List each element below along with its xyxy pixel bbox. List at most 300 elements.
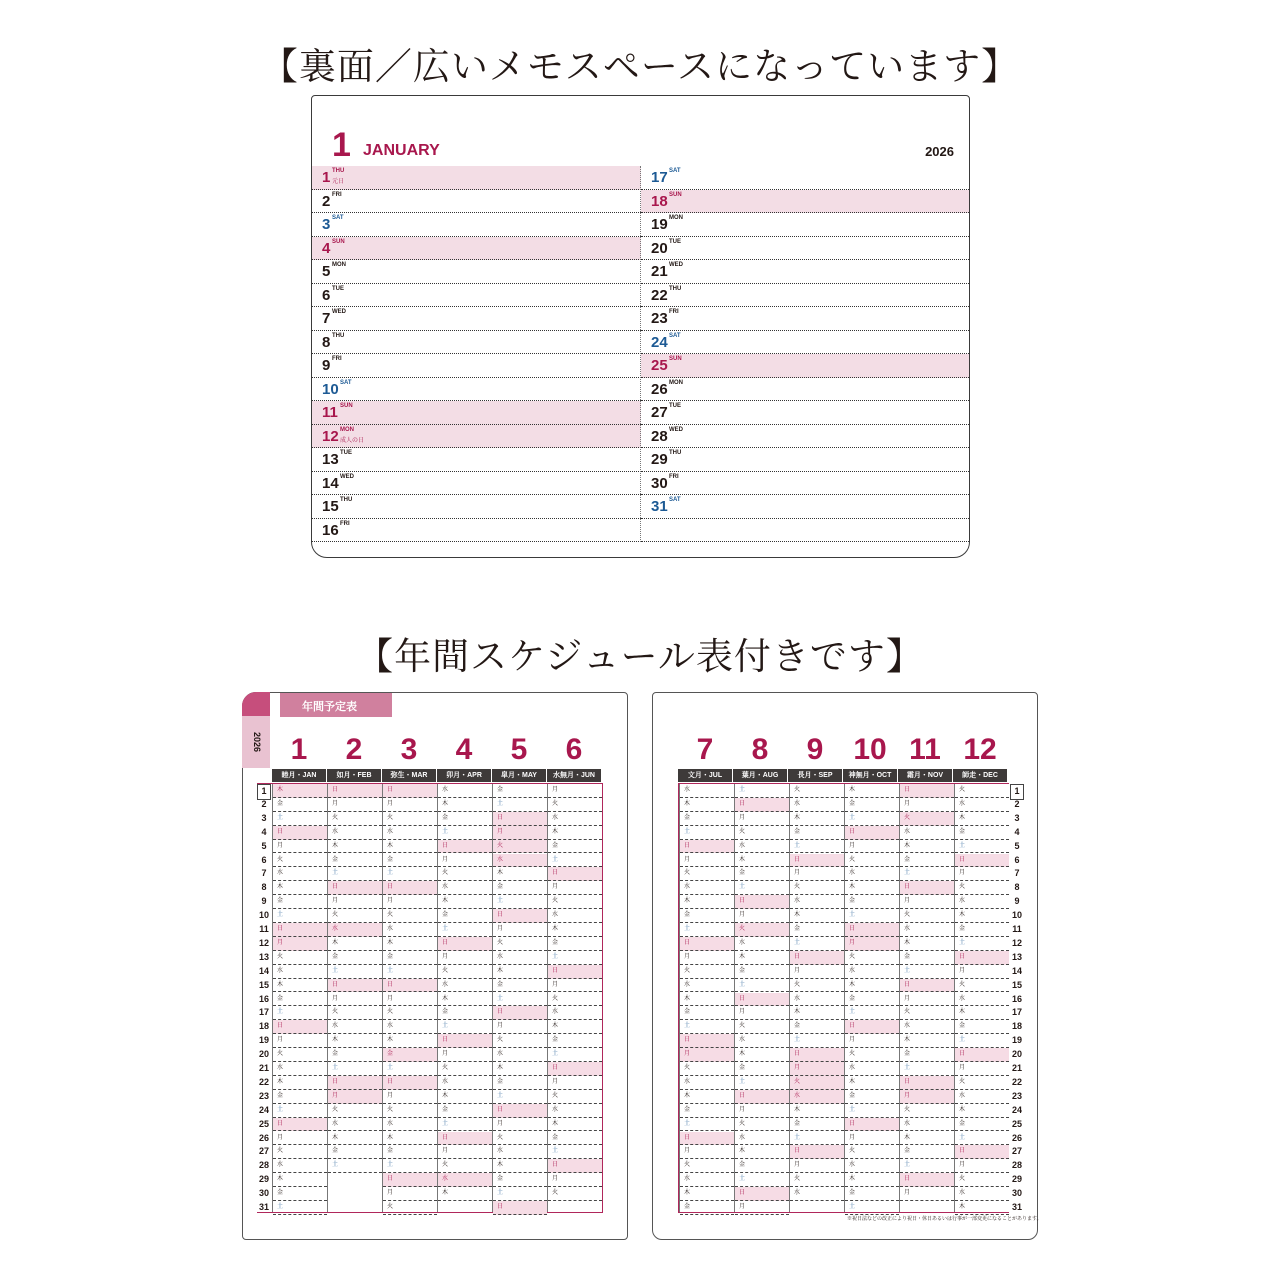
schedule-cell: 木 — [328, 840, 382, 854]
schedule-cell: 木 — [955, 812, 1009, 826]
schedule-cell: 月 — [680, 854, 734, 868]
schedule-cell: 月 — [900, 1090, 954, 1104]
day-row — [641, 213, 969, 237]
day-number: 9 — [322, 357, 331, 374]
schedule-cell: 月 — [328, 798, 382, 812]
schedule-cell: 日 — [845, 1020, 899, 1034]
schedule-cell: 月 — [273, 937, 327, 951]
month-name-header: 文月・JUL — [678, 769, 733, 782]
schedule-cell: 木 — [383, 1034, 437, 1048]
schedule-cell: 月 — [955, 1062, 1009, 1076]
schedule-cell: 木 — [790, 812, 844, 826]
schedule-cell: 月 — [735, 1201, 789, 1215]
schedule-cell: 木 — [955, 1201, 1009, 1215]
day-index: 12 — [1011, 937, 1022, 948]
schedule-cell: 金 — [328, 1048, 382, 1062]
day-index: 1 — [257, 784, 271, 800]
schedule-cell: 水 — [383, 826, 437, 840]
schedule-cell: 日 — [273, 826, 327, 840]
schedule-cell: 土 — [845, 1104, 899, 1118]
schedule-cell: 日 — [328, 979, 382, 993]
schedule-cell: 日 — [845, 923, 899, 937]
schedule-cell: 火 — [845, 854, 899, 868]
day-row — [641, 307, 969, 331]
month-number-header: 2 — [345, 733, 363, 766]
schedule-cell: 金 — [900, 1048, 954, 1062]
schedule-cell: 火 — [955, 784, 1009, 798]
day-index: 7 — [1014, 868, 1020, 879]
schedule-cell: 月 — [790, 867, 844, 881]
day-index: 23 — [1011, 1090, 1022, 1101]
month-name-header: 長月・SEP — [788, 769, 843, 782]
holiday-name: 元日 — [332, 179, 345, 185]
schedule-cell: 土 — [273, 812, 327, 826]
schedule-cell: 水 — [273, 1062, 327, 1076]
schedule-cell: 金 — [493, 784, 547, 798]
day-weekday: WED — [340, 473, 354, 480]
month-name-header: 霜月・NOV — [898, 769, 953, 782]
schedule-cell: 土 — [845, 1201, 899, 1215]
day-index: 24 — [258, 1104, 269, 1115]
day-row — [312, 401, 641, 425]
schedule-cell: 土 — [900, 1159, 954, 1173]
schedule-cell: 土 — [790, 1034, 844, 1048]
schedule-cell: 金 — [735, 1062, 789, 1076]
schedule-cell: 金 — [735, 867, 789, 881]
day-row — [312, 284, 641, 308]
schedule-cell: 水 — [735, 1034, 789, 1048]
schedule-cell: 木 — [328, 1132, 382, 1146]
schedule-cell: 月 — [383, 895, 437, 909]
schedule-cell: 土 — [493, 798, 547, 812]
schedule-cell: 金 — [383, 951, 437, 965]
day-index: 2 — [261, 798, 267, 809]
day-index: 19 — [258, 1035, 269, 1046]
schedule-cell: 火 — [438, 867, 492, 881]
schedule-cell: 土 — [955, 1132, 1009, 1146]
schedule-cell: 月 — [900, 895, 954, 909]
day-weekday: SAT — [332, 215, 344, 221]
schedule-cell: 金 — [955, 826, 1009, 840]
schedule-cell: 木 — [680, 1187, 734, 1201]
schedule-cell: 月 — [845, 1034, 899, 1048]
day-weekday: THU — [332, 332, 345, 339]
schedule-cell: 日 — [680, 840, 734, 854]
schedule-cell: 木 — [273, 979, 327, 993]
month-number-header: 6 — [565, 733, 583, 766]
day-row — [312, 495, 641, 519]
schedule-cell: 木 — [328, 937, 382, 951]
schedule-cell: 水 — [955, 993, 1009, 1007]
day-index: 22 — [258, 1076, 269, 1087]
days-column-left — [312, 166, 641, 542]
schedule-cell: 金 — [790, 1020, 844, 1034]
schedule-cell: 月 — [438, 951, 492, 965]
schedule-cell: 火 — [548, 1090, 602, 1104]
schedule-cell: 木 — [735, 1048, 789, 1062]
schedule-cell: 木 — [438, 1090, 492, 1104]
schedule-cell: 水 — [438, 1076, 492, 1090]
day-index: 27 — [1011, 1146, 1022, 1157]
schedule-cell: 金 — [548, 1132, 602, 1146]
schedule-cell: 土 — [955, 840, 1009, 854]
schedule-cell: 火 — [955, 1173, 1009, 1187]
schedule-cell: 木 — [735, 1145, 789, 1159]
schedule-cell: 木 — [493, 867, 547, 881]
schedule-cell: 土 — [383, 1159, 437, 1173]
schedule-cell: 日 — [273, 1118, 327, 1132]
schedule-cell: 水 — [493, 1048, 547, 1062]
schedule-cell: 土 — [493, 1090, 547, 1104]
schedule-cell: 水 — [273, 965, 327, 979]
schedule-cell: 月 — [735, 812, 789, 826]
schedule-cell: 月 — [548, 1173, 602, 1187]
day-index: 6 — [261, 854, 267, 865]
month-number-header: 1 — [290, 733, 308, 766]
schedule-cell: 日 — [790, 854, 844, 868]
schedule-cell: 日 — [438, 1132, 492, 1146]
schedule-cell: 月 — [900, 993, 954, 1007]
schedule-cell: 土 — [735, 1173, 789, 1187]
day-row — [641, 166, 969, 190]
schedule-cell: 金 — [438, 1006, 492, 1020]
schedule-cell: 金 — [735, 1159, 789, 1173]
schedule-cell: 火 — [735, 1118, 789, 1132]
schedule-grid-right — [678, 783, 1022, 1213]
schedule-cell: 金 — [845, 1187, 899, 1201]
month-number-header: 8 — [751, 733, 769, 766]
schedule-cell: 火 — [548, 895, 602, 909]
schedule-cell: 月 — [955, 867, 1009, 881]
schedule-cell: 火 — [790, 1173, 844, 1187]
schedule-cell: 日 — [493, 1006, 547, 1020]
schedule-cell: 木 — [273, 881, 327, 895]
schedule-cell: 木 — [438, 798, 492, 812]
schedule-cell: 金 — [680, 1006, 734, 1020]
schedule-cell: 水 — [328, 1118, 382, 1132]
schedule-cell: 月 — [383, 1187, 437, 1201]
day-index: 25 — [258, 1118, 269, 1129]
schedule-cell: 水 — [680, 784, 734, 798]
day-index: 18 — [258, 1021, 269, 1032]
day-index: 10 — [258, 910, 269, 921]
day-number: 16 — [322, 521, 339, 539]
day-index: 7 — [261, 868, 267, 879]
schedule-cell: 日 — [328, 784, 382, 798]
day-weekday: MON — [669, 215, 683, 221]
schedule-cell: 水 — [680, 881, 734, 895]
day-index: 26 — [258, 1132, 269, 1143]
month-number-header: 7 — [696, 733, 714, 766]
schedule-cell: 月 — [328, 895, 382, 909]
day-row — [641, 354, 969, 378]
schedule-cell: 日 — [548, 1062, 602, 1076]
day-index: 29 — [1011, 1174, 1022, 1185]
schedule-cell: 木 — [493, 965, 547, 979]
day-row — [312, 307, 641, 331]
schedule-cell: 火 — [548, 798, 602, 812]
day-row — [312, 237, 641, 261]
schedule-cell: 月 — [735, 909, 789, 923]
schedule-cell: 土 — [845, 812, 899, 826]
schedule-cell: 火 — [438, 965, 492, 979]
schedule-cell: 火 — [735, 1020, 789, 1034]
schedule-cell: 日 — [493, 909, 547, 923]
day-number: 26 — [651, 380, 668, 398]
schedule-cell: 日 — [955, 1145, 1009, 1159]
schedule-cell: 火 — [273, 951, 327, 965]
schedule-cell: 火 — [845, 1048, 899, 1062]
schedule-cell: 日 — [790, 1048, 844, 1062]
schedule-cell: 日 — [273, 1020, 327, 1034]
schedule-cell: 木 — [900, 1034, 954, 1048]
day-index: 20 — [1011, 1049, 1022, 1060]
schedule-cell: 日 — [438, 937, 492, 951]
schedule-cell: 水 — [493, 951, 547, 965]
day-index: 25 — [1011, 1118, 1022, 1129]
day-number: 21 — [651, 263, 668, 280]
schedule-cell: 木 — [383, 840, 437, 854]
month-name-header: 如月・FEB — [327, 769, 382, 782]
month-name-header: 神無月・OCT — [843, 769, 898, 782]
day-number: 14 — [322, 474, 339, 492]
schedule-cell: 日 — [845, 826, 899, 840]
schedule-cell: 水 — [680, 1076, 734, 1090]
schedule-cell: 土 — [328, 1062, 382, 1076]
day-number: 10 — [322, 380, 339, 398]
schedule-cell: 金 — [493, 881, 547, 895]
day-number: 3 — [322, 216, 331, 233]
day-index: 11 — [1012, 924, 1022, 934]
schedule-cell: 水 — [955, 1187, 1009, 1201]
day-index: 15 — [258, 979, 269, 990]
schedule-cell: 水 — [383, 1118, 437, 1132]
schedule-cell: 金 — [790, 826, 844, 840]
schedule-cell: 日 — [900, 881, 954, 895]
schedule-cell: 水 — [845, 1159, 899, 1173]
day-index: 16 — [1011, 993, 1022, 1004]
schedule-cell: 月 — [790, 1159, 844, 1173]
schedule-cell: 日 — [328, 881, 382, 895]
day-weekday: SUN — [669, 356, 682, 362]
schedule-cell: 土 — [493, 895, 547, 909]
schedule-cell: 木 — [900, 937, 954, 951]
schedule-cell: 水 — [735, 1132, 789, 1146]
schedule-cell: 火 — [383, 812, 437, 826]
day-number: 5 — [322, 263, 331, 280]
schedule-cell: 金 — [548, 1034, 602, 1048]
schedule-cell: 月 — [493, 1118, 547, 1132]
schedule-cell: 火 — [735, 826, 789, 840]
schedule-cell: 土 — [735, 979, 789, 993]
schedule-cell: 土 — [900, 867, 954, 881]
schedule-cell: 火 — [900, 1006, 954, 1020]
schedule-cell: 水 — [548, 812, 602, 826]
day-weekday: SUN — [669, 191, 682, 198]
schedule-cell: 金 — [900, 854, 954, 868]
day-weekday: FRI — [669, 473, 679, 480]
day-weekday: SAT — [340, 379, 352, 386]
day-index: 6 — [1014, 854, 1020, 865]
day-weekday: MON — [332, 262, 346, 268]
month-number-header: 11 — [909, 733, 941, 766]
schedule-cell: 金 — [845, 993, 899, 1007]
schedule-cell: 水 — [438, 1173, 492, 1187]
schedule-cell: 火 — [383, 1104, 437, 1118]
schedule-cell: 日 — [680, 1132, 734, 1146]
schedule-cell: 土 — [680, 923, 734, 937]
day-number: 29 — [651, 451, 668, 468]
schedule-cell: 水 — [790, 1090, 844, 1104]
day-weekday: SAT — [669, 332, 681, 339]
day-number: 13 — [322, 451, 339, 468]
schedule-cell: 金 — [273, 1187, 327, 1201]
schedule-cell: 火 — [790, 784, 844, 798]
schedule-cell: 土 — [790, 1132, 844, 1146]
schedule-cell: 日 — [328, 1076, 382, 1090]
schedule-cell: 月 — [383, 1090, 437, 1104]
month-name: JANUARY — [363, 142, 440, 159]
schedule-cell: 土 — [383, 1062, 437, 1076]
schedule-cell: 金 — [680, 1104, 734, 1118]
schedule-cell: 水 — [548, 1104, 602, 1118]
schedule-cell: 木 — [790, 909, 844, 923]
schedule-cell: 水 — [900, 923, 954, 937]
schedule-cell: 土 — [328, 965, 382, 979]
schedule-cell: 水 — [493, 1145, 547, 1159]
schedule-cell: 土 — [548, 1048, 602, 1062]
schedule-cell: 月 — [493, 923, 547, 937]
day-index: 21 — [258, 1063, 269, 1073]
schedule-cell: 木 — [845, 881, 899, 895]
schedule-cell: 火 — [438, 1062, 492, 1076]
schedule-cell: 金 — [548, 840, 602, 854]
schedule-cell: 土 — [328, 1159, 382, 1173]
schedule-cell: 金 — [900, 951, 954, 965]
schedule-cell: 金 — [680, 1201, 734, 1215]
schedule-cell: 土 — [273, 1104, 327, 1118]
schedule-cell: 木 — [955, 1006, 1009, 1020]
day-index: 17 — [1011, 1007, 1022, 1018]
schedule-tab-label: 年間予定表 — [280, 693, 392, 717]
day-number: 15 — [322, 498, 339, 515]
day-number: 27 — [651, 404, 668, 421]
schedule-cell: 月 — [438, 1145, 492, 1159]
schedule-cell: 火 — [790, 881, 844, 895]
schedule-cell: 日 — [548, 1159, 602, 1173]
day-weekday: MON — [340, 426, 354, 433]
day-index: 22 — [1011, 1076, 1022, 1087]
schedule-cell: 金 — [273, 1090, 327, 1104]
schedule-cell: 金 — [328, 1145, 382, 1159]
schedule-cell: 金 — [845, 1090, 899, 1104]
schedule-cell: 水 — [493, 854, 547, 868]
schedule-cell: 金 — [273, 993, 327, 1007]
day-number: 7 — [322, 310, 331, 327]
schedule-cell: 日 — [900, 784, 954, 798]
schedule-cell: 木 — [273, 1076, 327, 1090]
schedule-cell: 月 — [680, 1145, 734, 1159]
schedule-cell: 金 — [680, 909, 734, 923]
day-number: 18 — [651, 192, 668, 210]
schedule-cell: 火 — [790, 1076, 844, 1090]
schedule-cell: 金 — [493, 1173, 547, 1187]
schedule-cell: 水 — [548, 909, 602, 923]
day-index: 13 — [258, 951, 269, 962]
schedule-cell: 月 — [680, 951, 734, 965]
schedule-cell: 火 — [493, 937, 547, 951]
day-weekday: MON — [669, 379, 683, 386]
day-index: 21 — [1011, 1063, 1022, 1073]
day-index: 31 — [258, 1202, 269, 1212]
schedule-cell: 日 — [900, 1076, 954, 1090]
day-index: 20 — [258, 1049, 269, 1060]
day-weekday: FRI — [332, 356, 342, 362]
schedule-cell: 水 — [790, 1187, 844, 1201]
schedule-cell: 日 — [493, 1201, 547, 1215]
schedule-cell: 月 — [273, 1034, 327, 1048]
schedule-cell: 木 — [955, 1104, 1009, 1118]
day-number: 12 — [322, 427, 339, 445]
schedule-cell: 日 — [548, 965, 602, 979]
day-row — [641, 401, 969, 425]
schedule-cell: 月 — [383, 993, 437, 1007]
schedule-cell: 水 — [845, 965, 899, 979]
schedule-cell: 土 — [273, 1201, 327, 1215]
memo-caption: 【裏面／広いメモスペースになっています】 — [260, 45, 1020, 88]
schedule-cell: 月 — [735, 1104, 789, 1118]
schedule-cell: 日 — [735, 993, 789, 1007]
schedule-cell: 木 — [548, 923, 602, 937]
schedule-cell: 月 — [680, 1048, 734, 1062]
schedule-cell: 月 — [548, 784, 602, 798]
day-index: 31 — [1011, 1202, 1022, 1212]
schedule-cell: 土 — [493, 993, 547, 1007]
month-number-header: 9 — [806, 733, 824, 766]
month-name-header: 葉月・AUG — [733, 769, 788, 782]
schedule-cell: 日 — [735, 798, 789, 812]
day-number: 11 — [322, 404, 338, 421]
schedule-cell: 火 — [383, 1006, 437, 1020]
schedule-cell: 火 — [680, 1062, 734, 1076]
day-number: 1 — [322, 169, 331, 186]
schedule-cell: 月 — [900, 798, 954, 812]
day-index: 30 — [258, 1188, 269, 1199]
schedule-cell: 木 — [548, 1118, 602, 1132]
schedule-cell: 水 — [790, 798, 844, 812]
schedule-cell: 木 — [438, 1187, 492, 1201]
schedule-cell: 金 — [383, 1145, 437, 1159]
schedule-cell: 火 — [273, 1145, 327, 1159]
schedule-cell: 土 — [845, 909, 899, 923]
schedule-cell: 金 — [273, 895, 327, 909]
schedule-cell: 月 — [790, 965, 844, 979]
schedule-cell: 月 — [273, 1132, 327, 1146]
schedule-cell: 水 — [900, 1020, 954, 1034]
schedule-cell: 火 — [845, 1145, 899, 1159]
day-number: 28 — [651, 427, 668, 445]
schedule-cell: 火 — [438, 1159, 492, 1173]
schedule-cell: 火 — [735, 923, 789, 937]
day-index: 3 — [261, 812, 267, 823]
schedule-cell: 金 — [955, 1118, 1009, 1132]
day-weekday: THU — [669, 285, 682, 292]
schedule-cell: 火 — [548, 1187, 602, 1201]
day-weekday: SAT — [669, 497, 681, 503]
schedule-cell: 日 — [790, 951, 844, 965]
schedule-cell: 火 — [680, 867, 734, 881]
schedule-cell: 土 — [438, 826, 492, 840]
